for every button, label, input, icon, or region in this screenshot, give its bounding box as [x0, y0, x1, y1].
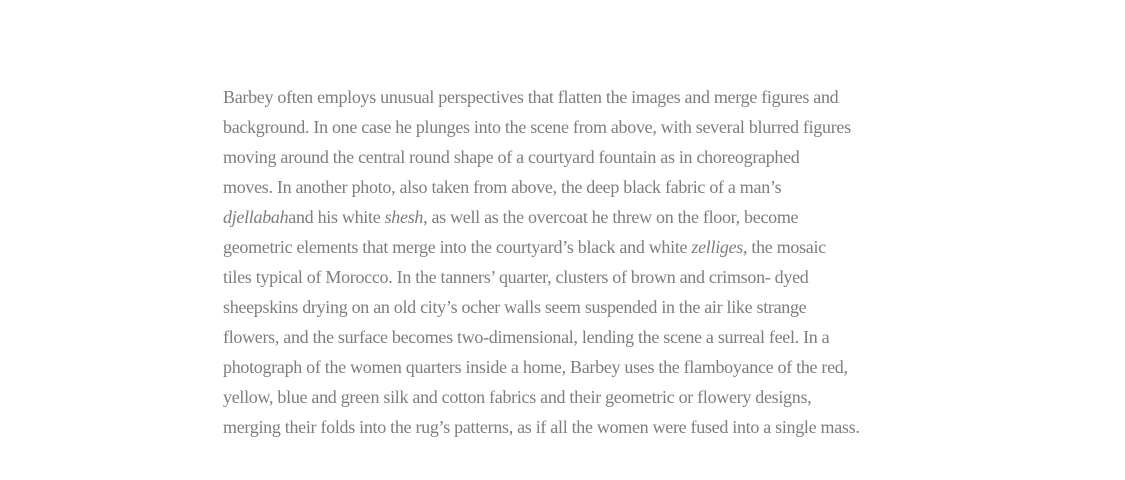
text-segment: yellow, blue and green silk and cotton fabrics and their geometric or flowery designs,: [223, 387, 812, 407]
article-paragraph: [223, 82, 933, 442]
text-line: [223, 202, 933, 232]
text-segment: background. In one case he plunges into the scene from above, with several blurred figures: [223, 117, 851, 137]
text-line: [223, 412, 933, 442]
text-segment: and his white: [288, 207, 385, 227]
text-line: [223, 232, 933, 262]
text-line: [223, 82, 933, 112]
text-line: [223, 292, 933, 322]
text-segment: photograph of the women quarters inside a home, Barbey uses the flamboyance of the red,: [223, 357, 848, 377]
text-line: [223, 172, 933, 202]
text-segment: tiles typical of Morocco. In the tanners’ quarter, clusters of brown and crimson- dyed: [223, 267, 809, 287]
text-segment: Barbey often employs unusual perspectives that flatten the images and merge figures and: [223, 87, 839, 107]
italic-text-segment: djellabah: [223, 207, 289, 227]
text-segment: sheepskins drying on an old city’s ocher walls seem suspended in the air like strange: [223, 297, 807, 317]
text-line: [223, 382, 933, 412]
text-line: [223, 142, 933, 172]
text-segment: merging their folds into the rug’s patterns, as if all the women were fused into a single mass.: [223, 417, 860, 437]
text-segment: , as well as the overcoat he threw on the floor, become: [423, 207, 799, 227]
text-segment: flowers, and the surface becomes two-dimensional, lending the scene a surreal feel. In a: [223, 327, 830, 347]
text-segment: moves. In another photo, also taken from above, the deep black fabric of a man’s: [223, 177, 782, 197]
text-line: [223, 322, 933, 352]
italic-text-segment: zelliges: [691, 237, 743, 257]
text-segment: geometric elements that merge into the courtyard’s black and white: [223, 237, 692, 257]
text-line: [223, 262, 933, 292]
italic-text-segment: shesh: [384, 207, 424, 227]
text-segment: , the mosaic: [743, 237, 826, 257]
text-line: [223, 352, 933, 382]
text-segment: moving around the central round shape of a courtyard fountain as in choreographed: [223, 147, 800, 167]
text-line: [223, 112, 933, 142]
